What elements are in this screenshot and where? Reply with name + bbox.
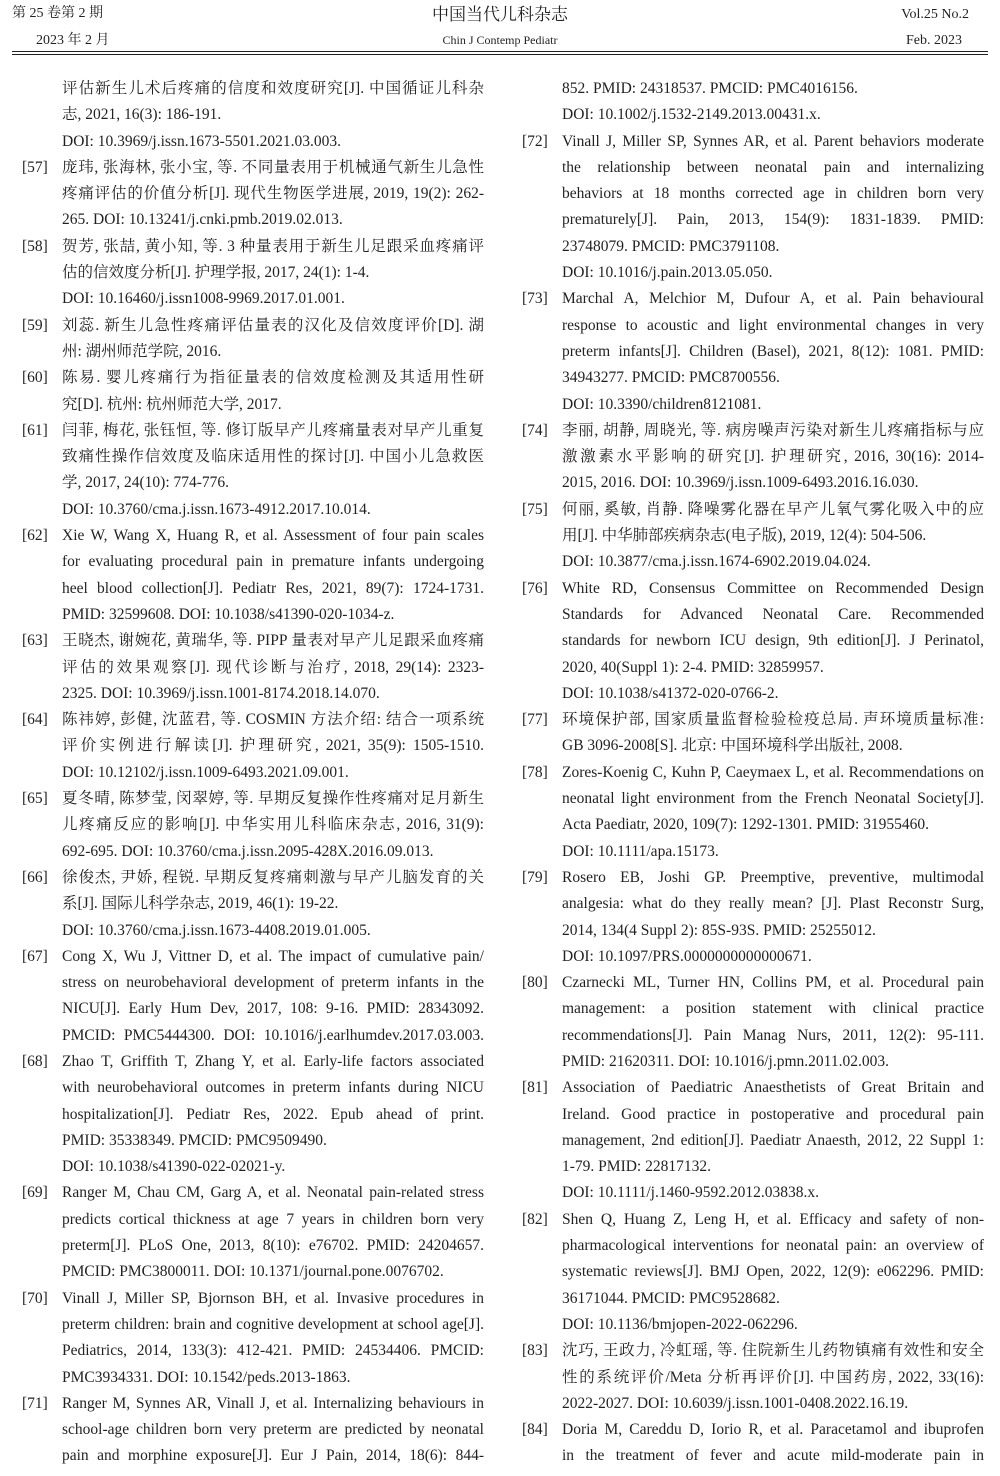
reference-line: Rosero EB, Joshi GP. Preemptive, preventive, multimodal [562,868,984,886]
reference-entry [522,286,984,417]
reference-line: management: a position statement with clinical practice [562,1000,984,1018]
reference-entry [22,523,484,628]
reference-text [62,76,484,155]
reference-number: [75] [522,500,548,518]
reference-text [62,707,484,786]
reference-line: 692-695. DOI: 10.3760/cma.j.issn.2095-428X.2016.09.013. [62,842,434,860]
reference-line: Vinall J, Miller SP, Bjornson BH, et al. Invasive procedures in [62,1289,484,1307]
reference-line: 性的系统评价/Meta 分析再评价[J]. 中国药房, 2022, 33(16): [562,1368,984,1386]
reference-line: prematurely[J]. Pain, 2013, 154(9): 1831-1839. PMID: [562,211,984,229]
reference-line: 激激素水平影响的研究[J]. 护理研究, 2016, 30(16): 2014- [562,448,984,466]
reference-line: 陈祎婷, 彭健, 沈蓝君, 等. COSMIN 方法介绍: 结合一项系统 [62,711,484,729]
reference-line: DOI: 10.3760/cma.j.issn.1673-4912.2017.10.014. [62,500,371,518]
reference-line: predicts cortical thickness at age 7 years in children born very [62,1210,484,1228]
reference-text [62,155,484,234]
reference-entry [22,76,484,155]
reference-number: [61] [22,421,48,439]
reference-line: Ranger M, Synnes AR, Vinall J, et al. Internalizing behaviours in [62,1394,484,1412]
reference-entry [22,1391,484,1470]
reference-number: [64] [22,711,48,729]
reference-line: Vinall J, Miller SP, Synnes AR, et al. Parent behaviors moderate [562,132,984,150]
reference-line: for evaluating procedural pain in premature infants undergoing [62,553,484,571]
reference-text [62,865,484,944]
reference-line: recommendations[J]. Pain Manag Nurs, 2011, 12(2): 95-111. [562,1026,984,1044]
reference-line: the relationship between neonatal pain and internalizing [562,158,984,176]
reference-line: Ranger M, Chau CM, Garg A, et al. Neonatal pain-related stress [62,1184,484,1202]
reference-line: neonatal light environment from the French Neonatal Society[J]. [562,790,984,808]
reference-line: stress on neurobehavioral development of preterm infants in the [62,974,484,992]
reference-entry [522,1417,984,1470]
reference-text [562,865,984,970]
reference-line: 2020, 40(Suppl 1): 2-4. PMID: 32859957. [562,658,824,676]
reference-text [62,313,484,366]
reference-number: [83] [522,1342,548,1360]
reference-line: PMID: 35338349. PMCID: PMC9509490. [62,1131,327,1149]
reference-entry [522,760,984,865]
journal-title-en: Chin J Contemp Pediatr [442,33,558,47]
reference-entry [22,313,484,366]
reference-text [62,523,484,628]
reference-entry [22,365,484,418]
reference-number: [59] [22,316,48,334]
reference-line: Ireland. Good practice in postoperative and procedural pain [562,1105,984,1123]
reference-line: DOI: 10.1111/j.1460-9592.2012.03838.x. [562,1184,820,1202]
reference-line: heel blood collection[J]. Pediatr Res, 2021, 89(7): 1724-1731. [62,579,484,597]
reference-number: [73] [522,290,548,308]
reference-line: 王晓杰, 谢婉花, 黄瑞华, 等. PIPP 量表对早产儿足跟采血疼痛 [62,632,484,650]
reference-line: DOI: 10.1136/bmjopen-2022-062296. [562,1315,798,1333]
reference-line: 34943277. PMCID: PMC8700556. [562,369,780,387]
reference-line: 852. PMID: 24318537. PMCID: PMC4016156. [562,80,858,97]
reference-number: [57] [22,158,48,176]
reference-text [562,707,984,760]
reference-line: Standards for Advanced Neonatal Care. Recommended [562,605,984,623]
reference-text [62,234,484,313]
reference-entry [22,865,484,944]
reference-line: Doria M, Careddu D, Iorio R, et al. Paracetamol and ibuprofen [562,1421,984,1439]
reference-text [562,286,984,417]
journal-title-cn: 中国当代儿科杂志 [432,5,568,24]
reference-line: DOI: 10.1038/s41372-020-0766-2. [562,684,779,702]
reference-line: 沈巧, 王政力, 冷虹瑶, 等. 住院新生儿药物镇痛有效性和安全 [562,1342,984,1360]
reference-line: DOI: 10.3760/cma.j.issn.1673-4408.2019.01.005. [62,921,371,939]
reference-line: Pediatrics, 2014, 133(3): 412-421. PMID: 24534406. PMCID: [62,1342,484,1360]
reference-line: management, 2nd edition[J]. Paediatr Anaesth, 2012, 22 Suppl 1: [562,1131,984,1149]
reference-entry [522,76,984,129]
reference-line: Association of Paediatric Anaesthetists of Great Britain and [562,1079,984,1097]
reference-line: PMCID: PMC3800011. DOI: 10.1371/journal.pone.0076702. [62,1263,444,1281]
reference-line: 致痛性操作信效度及临床适用性的探讨[J]. 中国小儿急救医 [62,448,484,466]
reference-line: Czarnecki ML, Turner HN, Collins PM, et al. Procedural pain [562,974,984,992]
reference-number: [63] [22,632,48,650]
reference-line: 评价实例进行解读[J]. 护理研究, 2021, 35(9): 1505-1510. [62,737,484,755]
reference-line: with neurobehavioral outcomes in preterm infants during NICU [62,1079,484,1097]
reference-line: Acta Paediatr, 2020, 109(7): 1292-1301. PMID: 31955460. [562,816,930,834]
reference-column-left [22,76,484,1470]
reference-entry [22,418,484,523]
reference-line: DOI: 10.3877/cma.j.issn.1674-6902.2019.04.024. [562,553,871,571]
reference-entry [22,786,484,865]
reference-text [562,1417,984,1470]
reference-line: response to acoustic and light environmental changes in very [562,316,984,334]
reference-line: White RD, Consensus Committee on Recommended Design [562,579,984,597]
reference-text [62,1180,484,1285]
reference-line: DOI: 10.3390/children8121081. [562,395,762,413]
reference-entry [22,1180,484,1285]
reference-text [562,129,984,287]
reference-text [562,760,984,865]
reference-text [62,1049,484,1180]
reference-number: [62] [22,527,48,545]
reference-line: Zhao T, Griffith T, Zhang Y, et al. Early-life factors associated [62,1052,484,1070]
reference-text [62,365,484,418]
reference-text [562,576,984,707]
reference-text [562,1338,984,1417]
reference-number: [81] [522,1079,548,1097]
reference-entry [522,707,984,760]
reference-number: [65] [22,790,48,808]
reference-text [562,1075,984,1206]
reference-text [562,497,984,576]
reference-line: standards for newborn ICU design, 9th edition[J]. J Perinatol, [562,632,984,650]
reference-entry [22,944,484,1049]
reference-line: 儿疼痛反应的影响[J]. 中华实用儿科临床杂志, 2016, 31(9): [62,816,484,834]
reference-line: Xie W, Wang X, Huang R, et al. Assessment of four pain scales [62,527,484,545]
reference-entry [522,1075,984,1206]
reference-line: 环境保护部, 国家质量监督检验检疫总局. 声环境质量标准: [562,711,984,729]
reference-line: PMCID: PMC5444300. DOI: 10.1016/j.earlhumdev.2017.03.003. [62,1026,484,1044]
reference-number: [84] [522,1421,548,1439]
header-rule-bottom [12,54,988,55]
reference-column-right [522,76,984,1470]
reference-line: 何丽, 奚敏, 肖静. 降噪雾化器在早产儿氧气雾化吸入中的应 [562,500,984,518]
reference-number: [79] [522,868,548,886]
reference-number: [70] [22,1289,48,1307]
reference-entry [522,1338,984,1417]
reference-text [562,1207,984,1338]
reference-number: [71] [22,1394,48,1412]
reference-line: 2015, 2016. DOI: 10.3969/j.issn.1009-6493.2016.16.030. [562,474,919,492]
reference-line: DOI: 10.1097/PRS.0000000000000671. [562,947,812,965]
reference-line: PMID: 32599608. DOI: 10.1038/s41390-020-1034-z. [62,605,395,623]
reference-line: 2014, 134(4 Suppl 2): 85S-93S. PMID: 25255012. [562,921,876,939]
reference-line: pharmacological interventions for neonatal pain: an overview of [562,1237,984,1255]
reference-line: 州: 湖州师范学院, 2016. [62,342,222,360]
reference-entry [22,628,484,707]
reference-text [562,76,984,129]
reference-line: 陈易. 婴儿疼痛行为指征量表的信效度检测及其适用性研 [62,369,484,387]
reference-line: Marchal A, Melchior M, Dufour A, et al. Pain behavioural [562,290,984,308]
reference-line: NICU[J]. Early Hum Dev, 2017, 108: 9-16. PMID: 28343092. [62,1000,484,1018]
reference-number: [80] [522,974,548,992]
reference-line: 闫菲, 梅花, 张钰恒, 等. 修订版早产儿疼痛量表对早产儿重复 [62,421,484,439]
reference-line: 1-79. PMID: 22817132. [562,1158,711,1176]
reference-line: pain and morphine exposure[J]. Eur J Pain, 2014, 18(6): 844- [62,1447,484,1465]
reference-entry [22,1049,484,1180]
reference-number: [76] [522,579,548,597]
reference-number: [69] [22,1184,48,1202]
reference-number: [60] [22,369,48,387]
reference-entry [22,155,484,234]
reference-entry [522,865,984,970]
reference-line: DOI: 10.1111/apa.15173. [562,842,719,860]
reference-line: Cong X, Wu J, Vittner D, et al. The impact of cumulative pain/ [62,947,484,965]
reference-line: 贺芳, 张喆, 黄小知, 等. 3 种量表用于新生儿足跟采血疼痛评 [62,237,484,255]
reference-number: [72] [522,132,548,150]
reference-line: 学, 2017, 24(10): 774-776. [62,474,230,492]
date-en: Feb. 2023 [906,33,962,48]
reference-entry [522,1207,984,1338]
reference-line: 36171044. PMCID: PMC9528682. [562,1289,780,1307]
volume-issue-cn: 第 25 卷第 2 期 [12,6,103,21]
date-cn: 2023 年 2 月 [36,33,110,48]
reference-text [62,944,484,1049]
reference-line: DOI: 10.1038/s41390-022-02021-y. [62,1158,286,1176]
reference-line: 2325. DOI: 10.3969/j.issn.1001-8174.2018.14.070. [62,684,380,702]
reference-line: PMID: 21620311. DOI: 10.1016/j.pmn.2011.02.003. [562,1052,889,1070]
reference-line: DOI: 10.12102/j.issn.1009-6493.2021.09.001. [62,763,349,781]
reference-line: 庞玮, 张海林, 张小宝, 等. 不同量表用于机械通气新生儿急性 [62,158,484,176]
reference-line: school-age children born very preterm are predicted by neonatal [62,1421,484,1439]
reference-number: [66] [22,868,48,886]
reference-line: preterm[J]. PLoS One, 2013, 8(10): e76702. PMID: 24204657. [62,1237,484,1255]
reference-line: DOI: 10.16460/j.issn1008-9969.2017.01.001. [62,290,345,308]
reference-entry [22,234,484,313]
reference-text [562,418,984,497]
reference-line: in the treatment of fever and acute mild-moderate pain in [562,1447,984,1465]
reference-number: [82] [522,1210,548,1228]
reference-line: 究[D]. 杭州: 杭州师范大学, 2017. [62,395,282,413]
reference-text [62,628,484,707]
reference-entry [522,418,984,497]
reference-number: [68] [22,1052,48,1070]
reference-line: 2022-2027. DOI: 10.6039/j.issn.1001-0408.2022.16.19. [562,1394,909,1412]
reference-line: DOI: 10.3969/j.issn.1673-5501.2021.03.003. [62,132,341,150]
page-header [0,0,1000,56]
reference-number: [74] [522,421,548,439]
reference-line: behaviors at 18 months corrected age in children born very [562,185,984,203]
reference-line: 23748079. PMCID: PMC3791108. [562,237,780,255]
reference-line: hospitalization[J]. Pediatr Res, 2022. Epub ahead of print. [62,1105,484,1123]
reference-number: [77] [522,711,548,729]
reference-line: 刘蕊. 新生儿急性疼痛评估量表的汉化及信效度评价[D]. 湖 [62,316,484,334]
reference-number: [58] [22,237,48,255]
reference-text [62,1391,484,1470]
reference-number: [78] [522,763,548,781]
reference-text [62,786,484,865]
reference-line: 评估新生儿术后疼痛的信度和效度研究[J]. 中国循证儿科杂 [62,80,484,97]
reference-text [62,1286,484,1391]
reference-line: 徐俊杰, 尹娇, 程锐. 早期反复疼痛刺激与早产儿脑发育的关 [62,868,484,886]
reference-line: Shen Q, Huang Z, Leng H, et al. Efficacy and safety of non- [562,1210,984,1228]
reference-line: 志, 2021, 16(3): 186-191. [62,106,222,124]
reference-entry [22,707,484,786]
reference-entry [522,576,984,707]
reference-entry [522,970,984,1075]
reference-line: preterm infants[J]. Children (Basel), 2021, 8(12): 1081. PMID: [562,342,984,360]
reference-line: 评估的效果观察[J]. 现代诊断与治疗, 2018, 29(14): 2323- [62,658,484,676]
reference-line: systematic reviews[J]. BMJ Open, 2022, 12(9): e062296. PMID: [562,1263,984,1281]
reference-line: Zores-Koenig C, Kuhn P, Caeymaex L, et al. Recommendations on [562,763,984,781]
reference-line: GB 3096-2008[S]. 北京: 中国环境科学出版社, 2008. [562,737,903,755]
reference-entry [522,129,984,287]
reference-line: 李丽, 胡静, 周晓光, 等. 病房噪声污染对新生儿疼痛指标与应 [562,421,984,439]
reference-entry [22,1286,484,1391]
reference-line: DOI: 10.1002/j.1532-2149.2013.00431.x. [562,106,821,124]
reference-line: 疼痛评估的价值分析[J]. 现代生物医学进展, 2019, 19(2): 262- [62,185,484,203]
reference-line: 估的信效度分析[J]. 护理学报, 2017, 24(1): 1-4. [62,264,370,282]
volume-issue-en: Vol.25 No.2 [901,7,969,22]
reference-line: DOI: 10.1016/j.pain.2013.05.050. [562,264,773,282]
reference-line: analgesia: what do they really mean? [J]. Plast Reconstr Surg, [562,895,984,913]
reference-text [562,970,984,1075]
header-rule-top [12,51,988,52]
reference-text [62,418,484,523]
reference-entry [522,497,984,576]
reference-line: 用[J]. 中华肺部疾病杂志(电子版), 2019, 12(4): 504-506. [562,527,927,545]
reference-line: 夏冬晴, 陈梦莹, 闵翠婷, 等. 早期反复操作性疼痛对足月新生 [62,790,484,808]
reference-line: 系[J]. 国际儿科学杂志, 2019, 46(1): 19-22. [62,895,339,913]
reference-number: [67] [22,947,48,965]
reference-line: 265. DOI: 10.13241/j.cnki.pmb.2019.02.013. [62,211,343,229]
reference-line: preterm children: brain and cognitive development at school age[J]. [62,1315,484,1333]
reference-line: PMC3934331. DOI: 10.1542/peds.2013-1863. [62,1368,351,1386]
